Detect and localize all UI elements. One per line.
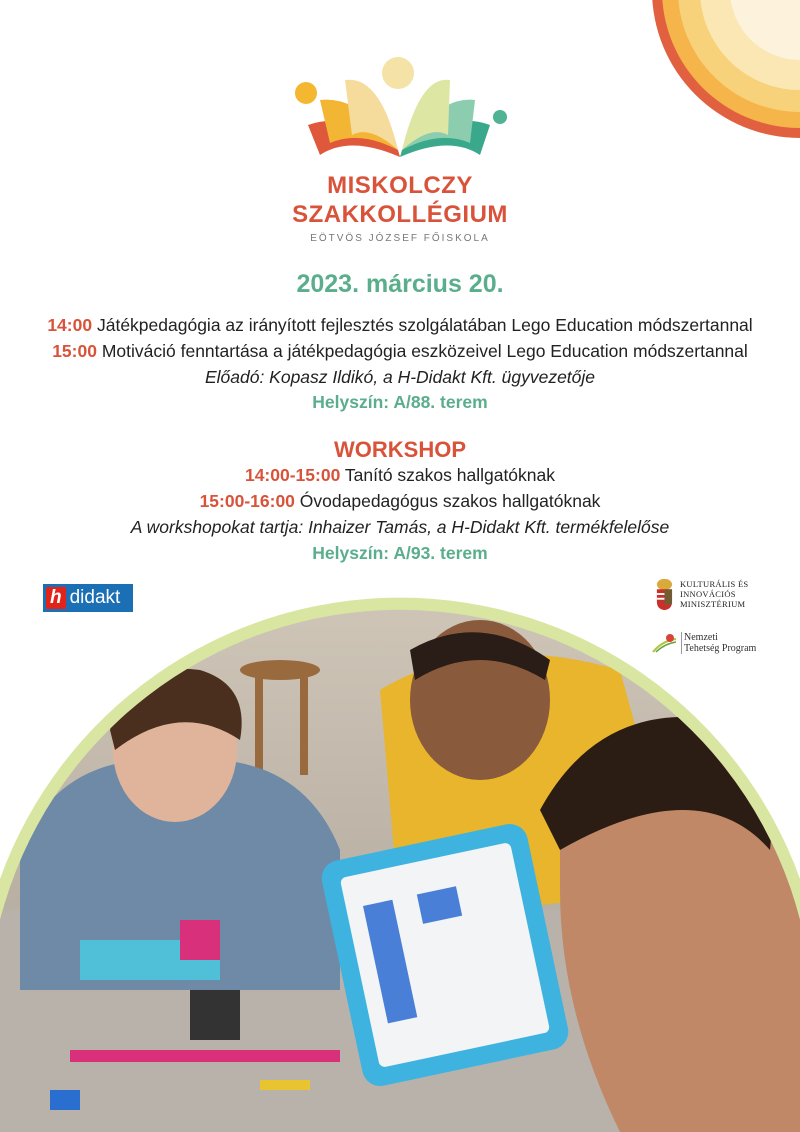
- ministry-line2: MINISZTÉRIUM: [679, 599, 746, 609]
- lecture-1: [0, 315, 800, 336]
- session-title: Tanító szakos hallgatóknak: [344, 465, 556, 485]
- lecture-title: Játékpedagógia az irányított fejlesztés szolgálatában Lego Education módszertannal: [96, 315, 753, 335]
- session-time: 15:00-16:00: [199, 491, 295, 511]
- lecture-time: 14:00: [47, 315, 93, 335]
- workshop-session-2: [0, 491, 800, 512]
- location-2: Helyszín: A/93. terem: [312, 543, 488, 563]
- sun-decoration: [650, 0, 800, 140]
- hdidakt-logo-text: didakt: [69, 587, 121, 608]
- logo-name-line1: MISKOLCZY: [327, 172, 473, 199]
- lecture-time: 15:00: [52, 341, 97, 361]
- workshop-session-1: [0, 465, 800, 486]
- children-lego-photo: [0, 590, 800, 1132]
- workshop-heading: WORKSHOP: [334, 437, 466, 462]
- event-date: 2023. március 20.: [296, 270, 504, 298]
- location-1: Helyszín: A/88. terem: [312, 392, 488, 412]
- ministry-line1: KULTURÁLIS ÉS INNOVÁCIÓS: [679, 579, 749, 599]
- ntp-line1: Nemzeti: [684, 632, 718, 643]
- logo-name-line2: SZAKKOLLÉGIUM: [292, 201, 508, 228]
- lecture-2: [0, 341, 800, 362]
- speaker: Előadó: Kopasz Ildikó, a H-Didakt Kft. ügyvezetője: [204, 367, 596, 387]
- workshop-host: A workshopokat tartja: Inhaizer Tamás, a H-Didakt Kft. termékfelelőse: [130, 517, 670, 537]
- logo-subtitle: EÖTVÖS JÓZSEF FŐISKOLA: [310, 233, 490, 244]
- lecture-title: Motiváció fenntartása a játékpedagógia eszközeivel Lego Education módszertannal: [101, 341, 748, 361]
- session-time: 14:00-15:00: [244, 465, 341, 485]
- book-logo-icon: [290, 55, 510, 165]
- hdidakt-logo-h: h: [46, 587, 66, 609]
- ntp-line2: Tehetség Program: [684, 643, 757, 654]
- session-title: Óvodapedagógus szakos hallgatóknak: [299, 491, 601, 511]
